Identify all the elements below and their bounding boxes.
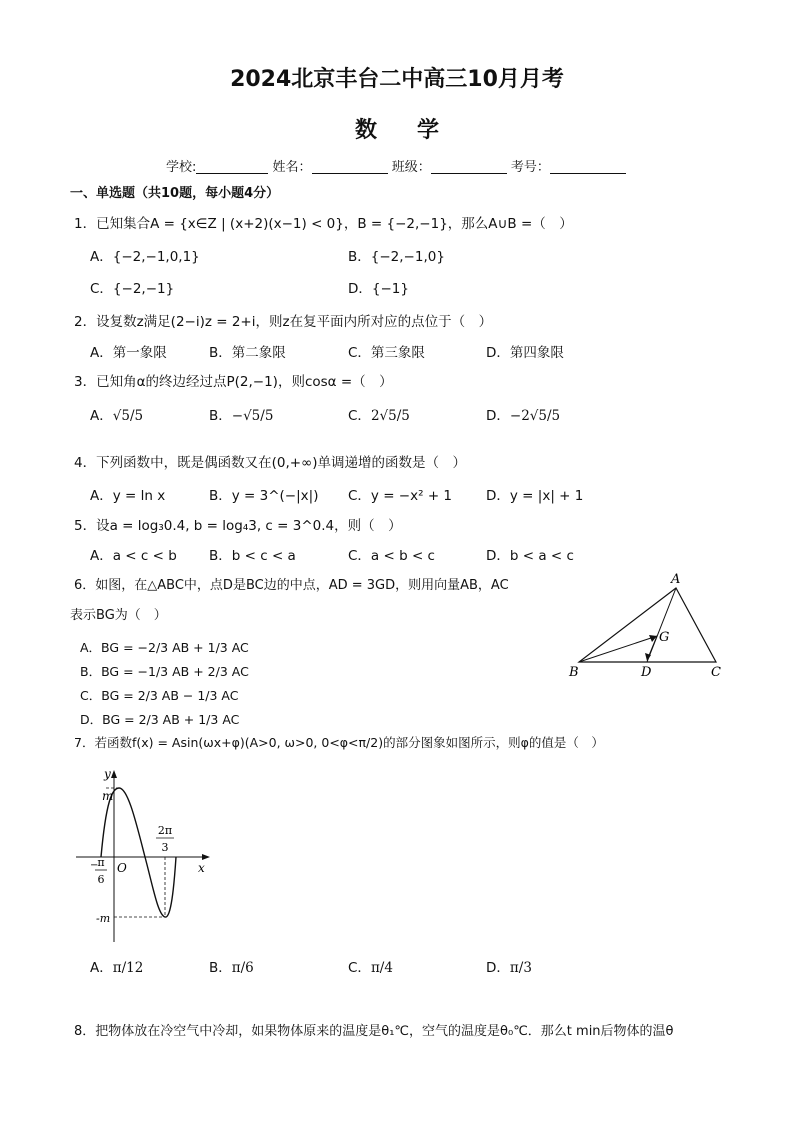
school-label: 学校:	[166, 160, 197, 175]
q3-option-a-value: √5/5	[112, 408, 144, 424]
question-8: 8．把物体放在冷空气中冷却，如果物体原来的温度是θ₁℃，空气的温度是θ₀℃．那么t min后物体的温θ	[74, 1024, 674, 1039]
q6-option-d: D．BG = 2/3 AB + 1/3 AC	[80, 712, 240, 727]
q7-option-d-value: π/3	[509, 960, 532, 976]
x-axis-arrow	[202, 854, 210, 860]
question-1: 1．已知集合A = {x∈Z | (x+2)(x−1) < 0}，B = {−2,−1}，那么A∪B =（ ）	[74, 216, 573, 232]
q1-option-a: A．{−2,−1,0,1}	[90, 249, 200, 265]
q4-option-b: B．y = 3^(−|x|)	[209, 488, 319, 504]
q7-option-d	[486, 956, 532, 976]
q7-option-a-label: A．	[90, 960, 113, 976]
point-d-label: D	[641, 665, 652, 680]
q3-option-c-value: 2√5/5	[370, 408, 410, 424]
x-right-numerator: 2π	[157, 824, 173, 837]
exam-number-blank	[550, 159, 626, 174]
q3-option-a-label: A．	[90, 408, 113, 424]
origin-label: O	[117, 861, 127, 875]
max-m-label: m	[102, 789, 114, 803]
q7-option-c	[348, 956, 393, 976]
sine-graph	[70, 762, 220, 947]
min-m-label: -m	[96, 912, 111, 925]
q7-option-d-label: D．	[486, 960, 510, 976]
q7-option-a	[90, 956, 143, 976]
q4-option-a: A．y = ln x	[90, 488, 166, 504]
question-7: 7．若函数f(x) = Asin(ωx+φ)(A>0, ω>0, 0<φ<π/2)的部分图象如图所示，则φ的值是（ ）	[74, 735, 604, 750]
q7-option-a-value: π/12	[112, 960, 144, 976]
vertex-a-label: A	[671, 572, 681, 587]
question-4: 4．下列函数中，既是偶函数又在(0,+∞)单调递增的函数是（ ）	[74, 455, 467, 471]
q4-option-d: D．y = |x| + 1	[486, 488, 584, 504]
q3-option-d-value: −2√5/5	[509, 408, 561, 424]
x-right-denominator: 3	[161, 841, 169, 854]
question-5: 5．设a = log₃0.4, b = log₄3, c = 3^0.4，则（ ）	[74, 518, 402, 534]
q2-option-d: D．第四象限	[486, 345, 564, 361]
class-blank	[431, 159, 507, 174]
question-6-line-2: 表示BG为（ ）	[70, 608, 167, 623]
q6-option-c: C．BG = 2/3 AB − 1/3 AC	[80, 688, 239, 703]
q2-option-a: A．第一象限	[90, 345, 167, 361]
q6-option-a: A．BG = −2/3 AB + 1/3 AC	[80, 640, 249, 655]
student-info	[166, 156, 626, 175]
exam-number-label: 考号：	[510, 160, 550, 175]
point-g-label: G	[659, 630, 670, 645]
q3-option-b	[209, 404, 273, 424]
q4-option-c: C．y = −x² + 1	[348, 488, 453, 504]
q6-option-b: B．BG = −1/3 AB + 2/3 AC	[80, 664, 249, 679]
q7-option-b	[209, 956, 254, 976]
x-left-denominator: 6	[97, 873, 105, 886]
y-axis-arrow	[111, 770, 117, 778]
section-heading: 一、单选题（共10题，每小题4分）	[70, 186, 280, 201]
q3-option-c	[348, 404, 410, 424]
q5-option-c: C．a < b < c	[348, 548, 435, 564]
q3-option-a	[90, 404, 143, 424]
vertex-b-label: B	[569, 665, 579, 680]
class-label: 班级：	[391, 160, 431, 175]
q2-option-c: C．第三象限	[348, 345, 425, 361]
page-title: 2024北京丰台二中高三10月月考	[230, 67, 564, 92]
question-6-line-1: 6．如图，在△ABC中，点D是BC边的中点，AD = 3GD，则用向量AB，AC	[74, 578, 509, 593]
q3-option-b-label: B．	[209, 408, 232, 424]
q3-option-b-value: −√5/5	[231, 408, 274, 424]
q1-option-d: D．{−1}	[348, 281, 409, 297]
q3-option-c-label: C．	[348, 408, 371, 424]
q7-option-b-value: π/6	[231, 960, 254, 976]
q3-option-d-label: D．	[486, 408, 510, 424]
vertex-c-label: C	[711, 665, 721, 680]
school-blank	[196, 159, 268, 174]
q3-option-d	[486, 404, 560, 424]
q7-option-b-label: B．	[209, 960, 232, 976]
triangle-figure	[565, 570, 735, 682]
q5-option-b: B．b < c < a	[209, 548, 296, 564]
q5-option-d: D．b < a < c	[486, 548, 574, 564]
question-2: 2．设复数z满足(2−i)z = 2+i，则z在复平面内所对应的点位于（ ）	[74, 314, 493, 330]
q7-option-c-label: C．	[348, 960, 371, 976]
x-left-numerator: π	[97, 856, 105, 869]
q5-option-a: A．a < c < b	[90, 548, 177, 564]
x-axis-label: x	[198, 861, 205, 875]
q2-option-b: B．第二象限	[209, 345, 286, 361]
q7-option-c-value: π/4	[370, 960, 393, 976]
x-left-minus-sign: −	[90, 860, 99, 871]
q1-option-b: B．{−2,−1,0}	[348, 249, 445, 265]
q1-option-c: C．{−2,−1}	[90, 281, 175, 297]
name-label: 姓名：	[272, 160, 312, 175]
triangle-abc	[579, 588, 716, 662]
name-blank	[312, 159, 388, 174]
y-axis-label: y	[104, 767, 111, 781]
vector-bg	[579, 636, 657, 662]
question-3: 3．已知角α的终边经过点P(2,−1)，则cosα =（ ）	[74, 374, 393, 390]
subject-title: 数学	[354, 118, 479, 143]
